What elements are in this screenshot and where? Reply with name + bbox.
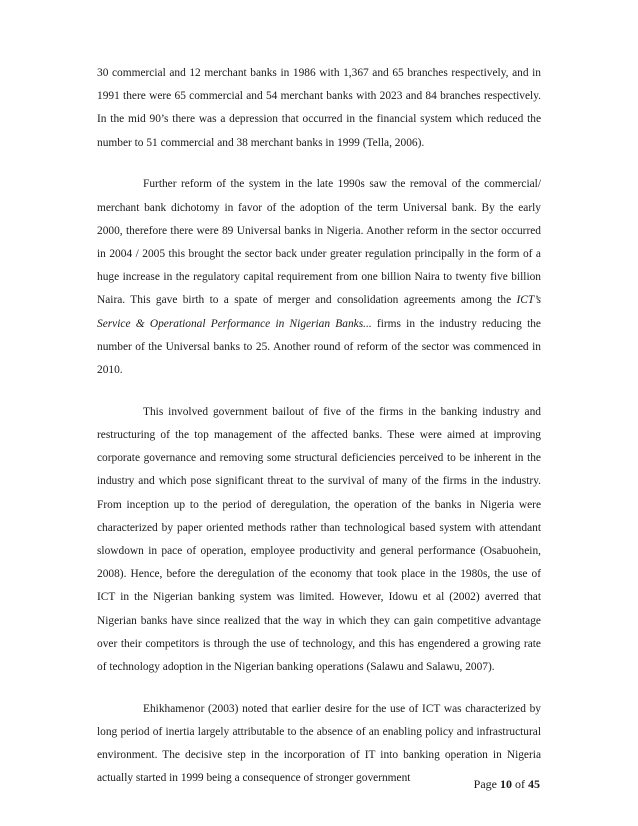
running-title-italic: ICT’s Service & Operational Performance in Nigerian Banks... xyxy=(97,294,541,330)
paragraph-text: This involved government bailout of five of the firms in the banking industry and restructuring of the top management of the affected banks. These were aimed at improving corporate governance and removing some structural deficiencies perceived to be inherent in the industry and which pose significant threat to the survival of many of the firms in the industry. From inception up to the period of deregulation, the operation of the banks in Nigeria were characterized by paper oriented methods rather than technological based system with attendant slowdown in pace of operation, employee productivity and general performance (Osabuohein, 2008). Hence, before the deregulation of the economy that took place in the 1980s, the use of ICT in the Nigerian banking system was limited. However, Idowu et al (2002) averred that Nigerian banks have since realized that the way in which they can gain competitive advantage over their competitors is through the use of technology, and this has engendered a growing rate of technology adoption in the Nigerian banking operations (Salawu and Salawu, 2007). xyxy=(97,405,541,674)
page-footer xyxy=(474,777,540,792)
paragraph-text: 30 commercial and 12 merchant banks in 1986 with 1,367 and 65 branches respectively, and in 1991 there were 65 commercial and 54 merchant banks with 2023 and 84 branches respectively. In the mid 90’s there was a depression that occurred in the financial system which reduced the number to 51 commercial and 38 merchant banks in 1999 (Tella, 2006). xyxy=(97,67,541,149)
paragraph xyxy=(97,62,541,155)
page-label: Page xyxy=(473,777,500,791)
paragraph xyxy=(97,401,541,679)
total-pages: 45 xyxy=(528,777,540,791)
paragraph-text: Further reform of the system in the late 1990s saw the removal of the commercial/ merchant bank dichotomy in favor of the adoption of the term Universal bank. By the early 2000, therefore there were 89 Universal banks in Nigeria. Another reform in the sector occurred in 2004 / 2005 this brought the sector back under greater regulation principally in the form of a huge increase in the regulatory capital requirement from one billion Naira to twenty five billion Naira. This gave birth to a spate of merger and consolidation agreements among the xyxy=(97,178,541,307)
page-number: 10 xyxy=(500,777,512,791)
paragraph-text: firms in the industry reducing the number of the Universal banks to 25. Another round of reform of the sector was commenced in 2010. xyxy=(97,317,541,377)
of-label: of xyxy=(512,777,528,791)
body-text xyxy=(97,62,541,809)
paragraph-text: Ehikhamenor (2003) noted that earlier desire for the use of ICT was characterized by long period of inertia largely attributable to the absence of an enabling policy and infrastructural environment. The decisive step in the incorporation of IT into banking operation in Nigeria actually started in 1999 being a consequence of stronger government xyxy=(97,702,541,785)
paragraph xyxy=(97,173,541,382)
